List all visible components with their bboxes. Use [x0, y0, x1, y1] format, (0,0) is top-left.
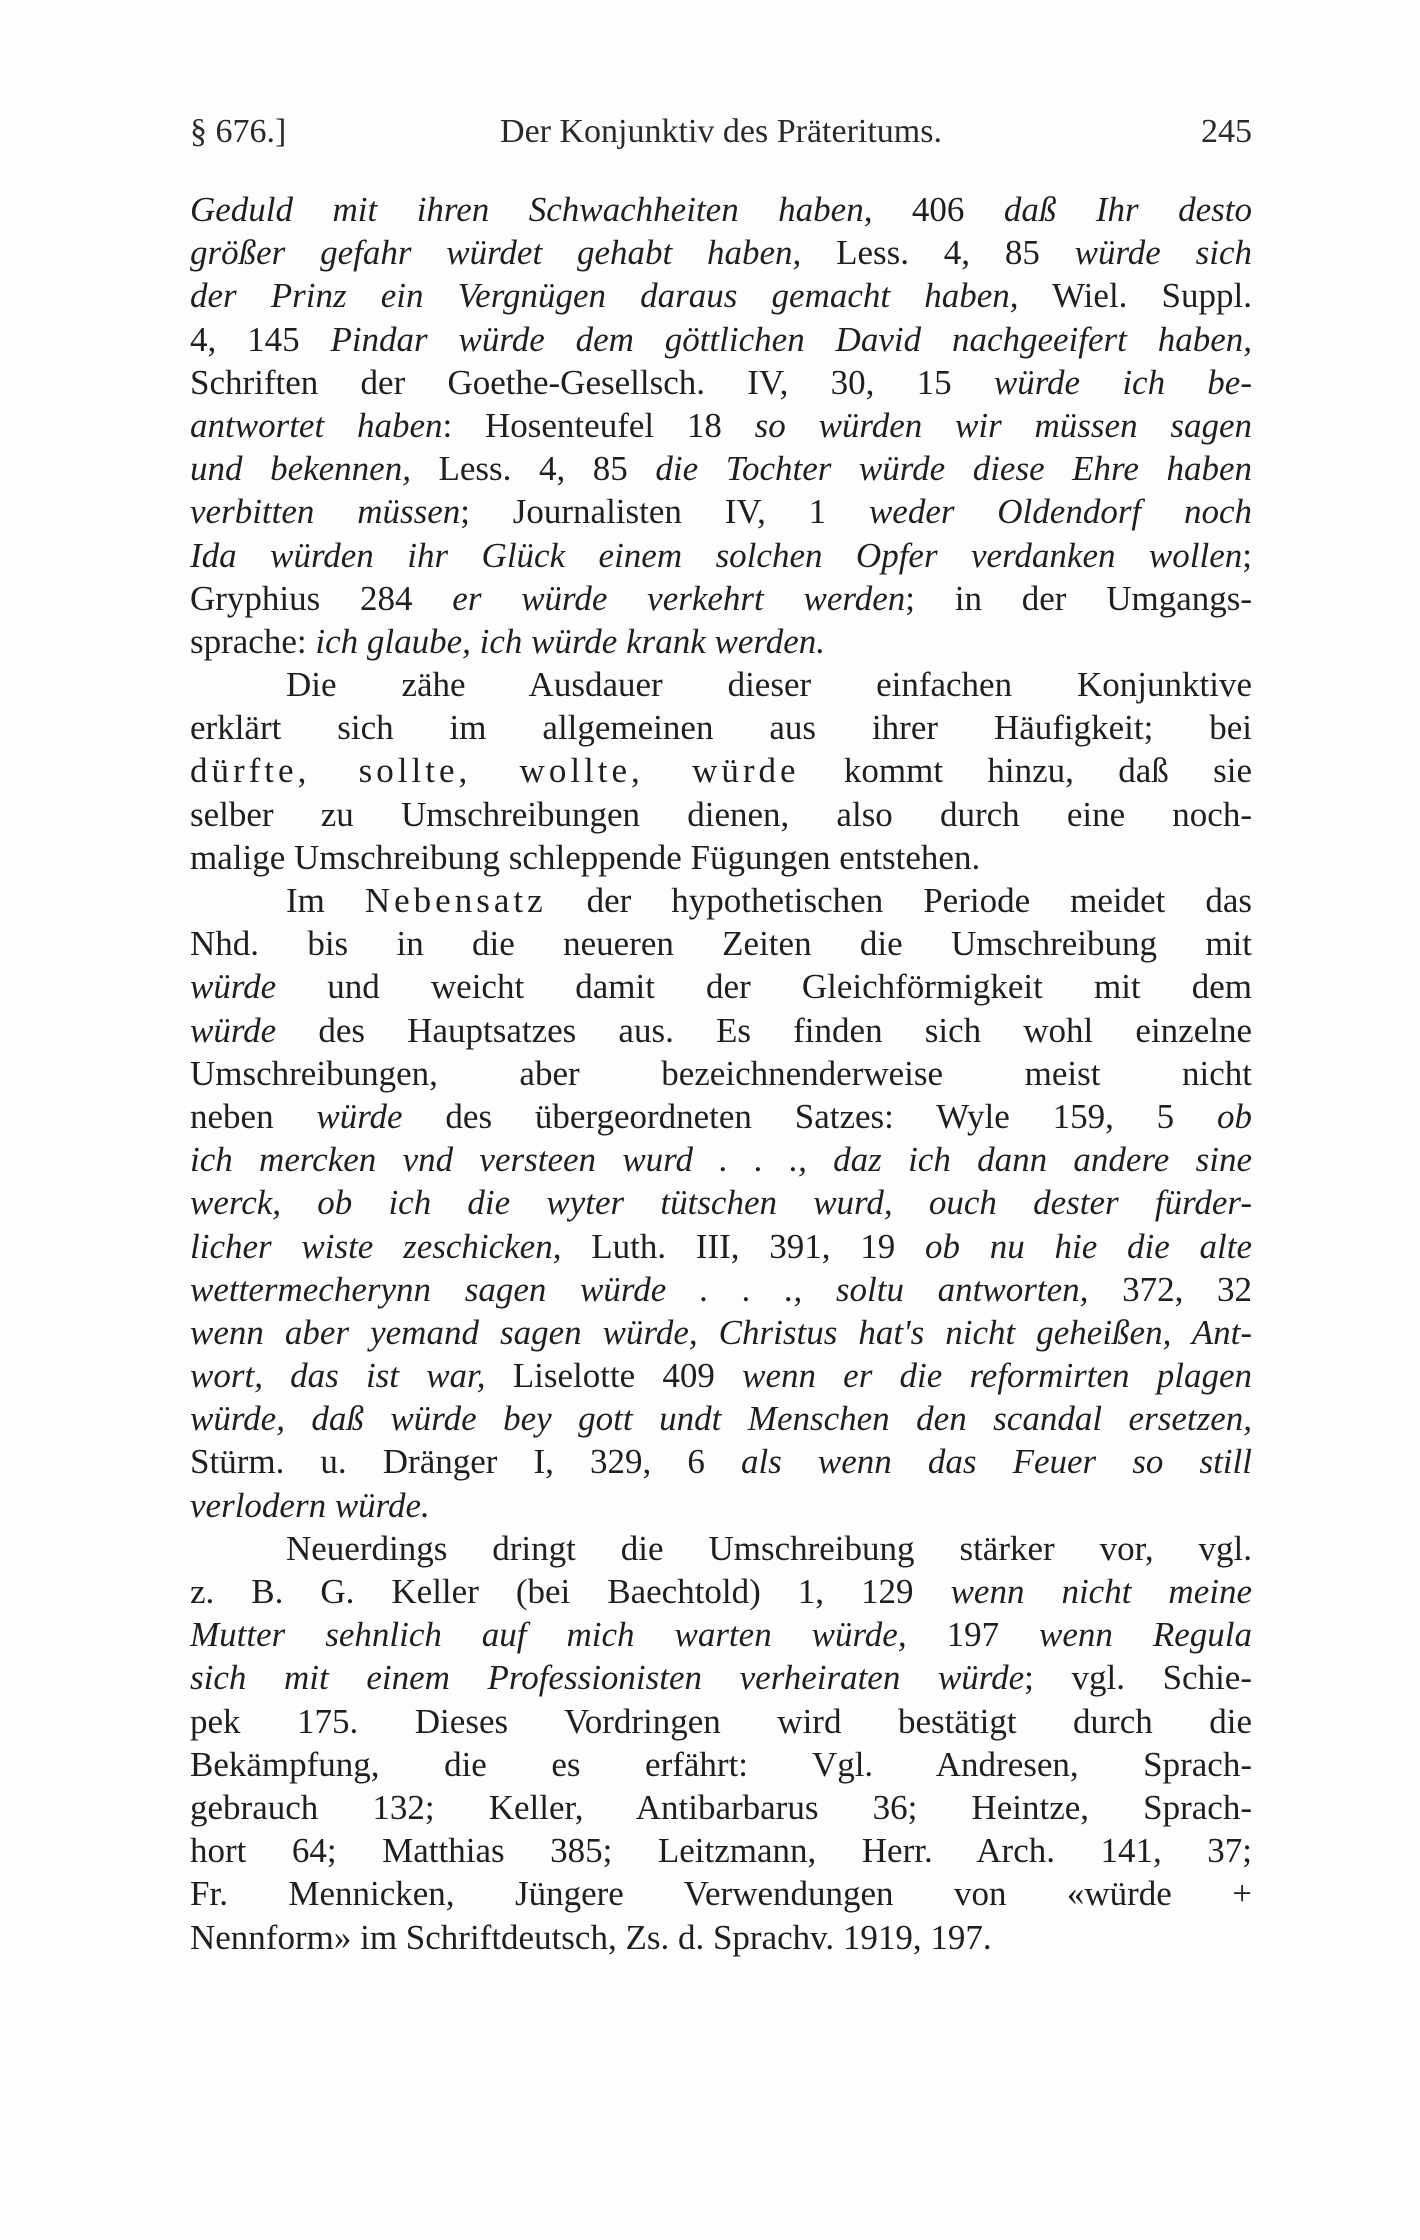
text-run: selber zu Umschreibungen dienen, also durch eine noch-	[190, 794, 1252, 834]
text-run: der hypothetischen Periode meidet das	[546, 881, 1252, 920]
text-run: Wiel. Suppl.	[1018, 276, 1252, 316]
italic-text: größer gefahr würdet gehabt haben,	[190, 233, 802, 273]
text-line	[190, 1916, 1252, 1959]
italic-text: die Tochter würde diese Ehre haben	[655, 449, 1253, 489]
text-line	[190, 1009, 1252, 1052]
text-line	[190, 1527, 1252, 1570]
text-run: Liselotte 409	[485, 1356, 743, 1396]
text-line	[190, 793, 1252, 836]
text-line	[190, 577, 1252, 620]
italic-text: würde, daß würde bey gott undt Menschen den scandal ersetzen,	[190, 1399, 1252, 1439]
section-reference: § 676.]	[190, 113, 287, 150]
text-run: hort 64; Matthias 385; Leitzmann, Herr. Arch. 141, 37;	[190, 1831, 1252, 1871]
text-line	[190, 1743, 1252, 1786]
text-line	[190, 1700, 1252, 1743]
text-run: z. B. G. Keller (bei Baechtold) 1, 129	[190, 1572, 951, 1611]
text-line	[190, 1181, 1252, 1224]
text-line	[190, 1829, 1252, 1872]
text-line	[190, 1354, 1252, 1397]
text-line	[190, 231, 1252, 274]
text-run: ; in der Umgangs-	[905, 578, 1253, 618]
text-run: pek 175. Dieses Vordringen wird bestätigt durch die	[190, 1701, 1252, 1741]
text-line	[190, 447, 1252, 490]
text-line	[190, 1786, 1252, 1829]
italic-text: ich glaube, ich würde krank werden.	[315, 621, 826, 661]
spaced-text: Nebensatz	[364, 881, 547, 920]
text-run: sprache:	[190, 621, 316, 661]
italic-text: als wenn das Feuer so still	[740, 1442, 1252, 1482]
text-line	[190, 836, 1252, 879]
italic-text: antwortet haben	[190, 405, 443, 445]
italic-text: wenn aber yemand sagen würde, Christus hat's nicht geheißen, Ant-	[190, 1312, 1252, 1352]
text-run: Stürm. u. Dränger I, 329, 6	[190, 1442, 741, 1482]
text-line	[190, 1656, 1252, 1699]
text-run: Umschreibungen, aber bezeichnenderweise meist nicht	[190, 1053, 1252, 1093]
text-line	[190, 1225, 1252, 1268]
italic-text: ich mercken vnd versteen wurd . . ., daz ich dann andere sine	[190, 1140, 1252, 1180]
text-line	[190, 663, 1252, 706]
text-run: kommt hinzu, daß sie	[799, 751, 1252, 791]
text-run: 406	[872, 190, 1004, 229]
text-line	[190, 490, 1252, 533]
italic-text: würde	[190, 967, 277, 1007]
text-line	[190, 1570, 1252, 1613]
italic-text: Geduld mit ihren Schwachheiten haben,	[190, 190, 873, 229]
text-line	[190, 965, 1252, 1008]
text-line	[190, 879, 1252, 922]
italic-text: der Prinz ein Vergnügen daraus gemacht haben,	[190, 276, 1019, 316]
italic-text: würde ich be-	[993, 362, 1252, 402]
italic-text: sich mit einem Professionisten verheiraten würde	[190, 1658, 1025, 1698]
text-line	[190, 1440, 1252, 1483]
text-run: Die zähe Ausdauer dieser einfachen Konjunktive	[286, 665, 1252, 705]
italic-text: verlodern würde.	[190, 1485, 430, 1525]
text-run: : Hosenteufel 18	[442, 405, 755, 445]
text-line	[190, 1268, 1252, 1311]
italic-text: weder Oldendorf noch	[868, 492, 1252, 532]
text-run: 4, 145	[190, 319, 331, 359]
italic-text: würde sich	[1074, 233, 1252, 273]
spaced-text: dürfte, sollte, wollte, würde	[190, 751, 800, 791]
text-line	[190, 620, 1252, 663]
text-line	[190, 1311, 1252, 1354]
italic-text: wettermecherynn sagen würde . . ., soltu antworten,	[190, 1269, 1089, 1309]
text-line	[190, 361, 1252, 404]
text-run: Luth. III, 391, 19	[561, 1226, 926, 1266]
italic-text: er würde verkehrt werden	[452, 578, 906, 618]
italic-text: verbitten müssen	[190, 492, 461, 532]
body-text	[190, 188, 1252, 1959]
text-line	[190, 1138, 1252, 1181]
text-line	[190, 1613, 1252, 1656]
running-header	[190, 112, 1252, 156]
text-run: Bekämpfung, die es erfährt: Vgl. Andresen, Sprach-	[190, 1744, 1252, 1784]
text-line	[190, 1484, 1252, 1527]
italic-text: ob	[1216, 1096, 1252, 1136]
text-line	[190, 318, 1252, 361]
text-run: erklärt sich im allgemeinen aus ihrer Häufigkeit; bei	[190, 708, 1252, 748]
italic-text: ob nu hie die alte	[925, 1226, 1252, 1266]
text-run: Less. 4, 85	[410, 449, 656, 489]
page-number: 245	[1201, 113, 1252, 150]
italic-text: würde	[190, 1010, 277, 1050]
running-title: Der Konjunktiv des Präteritums.	[500, 113, 942, 150]
text-line	[190, 188, 1252, 231]
text-run: ; vgl. Schie-	[1024, 1658, 1252, 1698]
italic-text: licher wiste zeschicken,	[190, 1226, 562, 1266]
text-line	[190, 706, 1252, 749]
italic-text: wenn er die reformirten plagen	[742, 1356, 1252, 1396]
italic-text: würde	[316, 1096, 403, 1136]
text-run: Im	[286, 881, 365, 920]
text-line	[190, 1095, 1252, 1138]
text-run: und weicht damit der Gleichförmigkeit mit dem	[276, 967, 1252, 1007]
text-line	[190, 1052, 1252, 1095]
italic-text: werck, ob ich die wyter tütschen wurd, ouch dester fürder-	[190, 1183, 1252, 1223]
italic-text: Pindar würde dem göttlichen David nachgeeifert haben,	[330, 319, 1253, 359]
text-run: ; Journalisten IV, 1	[460, 492, 869, 532]
text-line	[190, 274, 1252, 317]
text-line	[190, 922, 1252, 965]
text-run: Nhd. bis in die neueren Zeiten die Umschreibung mit	[190, 924, 1252, 964]
text-run: Neuerdings dringt die Umschreibung stärker vor, vgl.	[286, 1528, 1252, 1568]
text-run: Schriften der Goethe-Gesellsch. IV, 30, 15	[190, 362, 994, 402]
italic-text: und bekennen,	[190, 449, 411, 489]
text-run: 197	[906, 1615, 1040, 1655]
text-run: Nennform» im Schriftdeutsch, Zs. d. Sprachv. 1919, 197.	[190, 1917, 992, 1957]
text-line	[190, 534, 1252, 577]
italic-text: so würden wir müssen sagen	[754, 405, 1253, 445]
text-run: des Hauptsatzes aus. Es finden sich wohl einzelne	[276, 1010, 1252, 1050]
italic-text: wenn nicht meine	[950, 1572, 1252, 1611]
text-line	[190, 404, 1252, 447]
text-line	[190, 1397, 1252, 1440]
text-run: ;	[1242, 535, 1252, 575]
text-run: Fr. Mennicken, Jüngere Verwendungen von «würde +	[190, 1874, 1252, 1914]
text-run: neben	[190, 1096, 317, 1136]
italic-text: Mutter sehnlich auf mich warten würde,	[190, 1615, 907, 1655]
text-line	[190, 1872, 1252, 1915]
text-run: malige Umschreibung schleppende Fügungen entstehen.	[190, 837, 981, 877]
text-run: gebrauch 132; Keller, Antibarbarus 36; Heintze, Sprach-	[190, 1787, 1252, 1827]
text-run: Gryphius 284	[190, 578, 453, 618]
text-run: des übergeordneten Satzes: Wyle 159, 5	[402, 1096, 1217, 1136]
italic-text: Ida würden ihr Glück einem solchen Opfer verdanken wollen	[190, 535, 1243, 575]
text-line	[190, 749, 1252, 792]
text-run: 372, 32	[1088, 1269, 1252, 1309]
italic-text: wort, das ist war,	[190, 1356, 486, 1396]
italic-text: wenn Regula	[1039, 1615, 1252, 1655]
text-run: Less. 4, 85	[801, 233, 1075, 273]
italic-text: daß Ihr desto	[1003, 190, 1253, 229]
